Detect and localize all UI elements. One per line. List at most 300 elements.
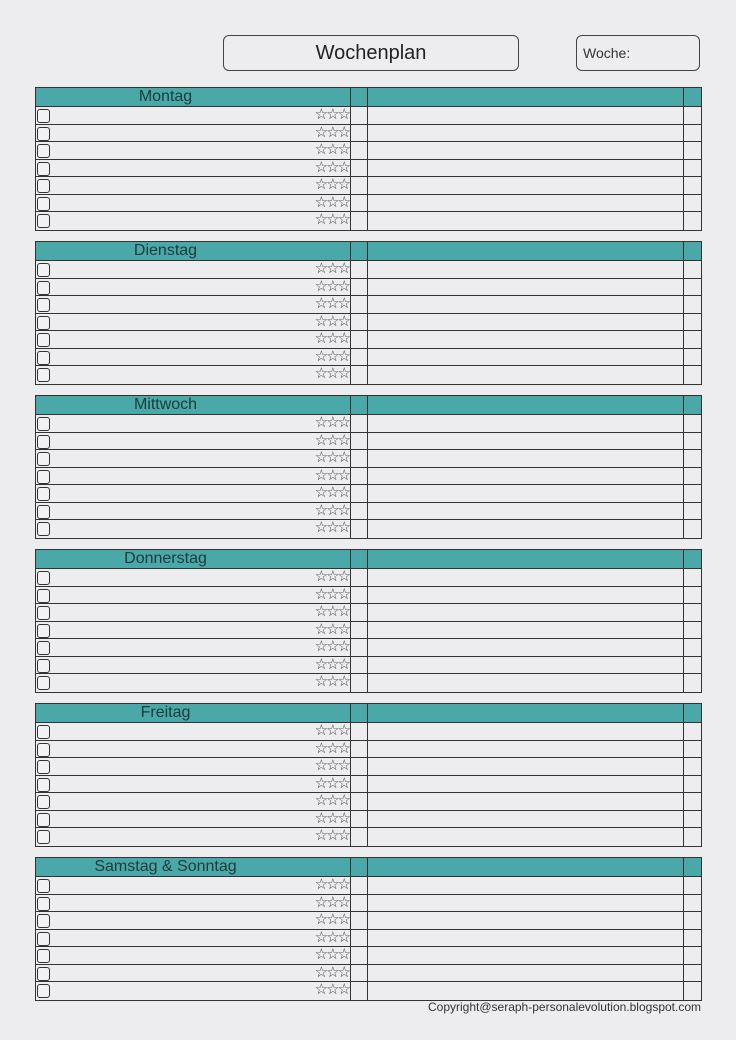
task-row [36, 569, 701, 587]
day-section [35, 395, 702, 539]
done-cell[interactable] [684, 758, 701, 775]
notes-cell[interactable] [368, 142, 684, 159]
task-row [36, 947, 701, 965]
star-rating-icon[interactable]: ☆☆☆ [314, 911, 349, 928]
header-cell [351, 88, 368, 106]
checkbox[interactable] [37, 932, 50, 946]
notes-cell[interactable] [368, 485, 684, 502]
priority-cell[interactable] [351, 142, 368, 159]
task-cell[interactable] [36, 776, 351, 793]
notes-cell[interactable] [368, 604, 684, 621]
day-section [35, 703, 702, 847]
task-row [36, 349, 701, 367]
notes-cell[interactable] [368, 433, 684, 450]
notes-cell[interactable] [368, 674, 684, 692]
notes-cell[interactable] [368, 622, 684, 639]
star-rating-icon[interactable]: ☆☆☆ [314, 365, 349, 382]
star-rating-icon[interactable]: ☆☆☆ [314, 484, 349, 501]
task-cell[interactable] [36, 261, 351, 278]
priority-cell[interactable] [351, 828, 368, 846]
task-cell[interactable] [36, 912, 351, 929]
priority-cell[interactable] [351, 639, 368, 656]
star-rating-icon[interactable]: ☆☆☆ [314, 158, 349, 176]
priority-cell[interactable] [351, 912, 368, 929]
checkbox[interactable] [37, 487, 50, 501]
checkbox[interactable] [37, 795, 50, 809]
task-cell[interactable] [36, 142, 351, 159]
priority-cell[interactable] [351, 741, 368, 758]
task-cell[interactable] [36, 741, 351, 758]
star-rating-icon[interactable]: ☆☆☆ [314, 260, 349, 277]
task-row [36, 468, 701, 486]
task-cell[interactable] [36, 177, 351, 194]
done-cell[interactable] [684, 503, 701, 520]
priority-cell[interactable] [351, 657, 368, 674]
star-rating-icon[interactable]: ☆☆☆ [314, 501, 349, 519]
task-cell[interactable] [36, 520, 351, 538]
copyright-text: Copyright@seraph-personalevolution.blogspot.com [428, 1000, 701, 1014]
done-cell[interactable] [684, 877, 701, 894]
task-row [36, 195, 701, 213]
day-section [35, 241, 702, 385]
star-rating-icon[interactable]: ☆☆☆ [314, 211, 349, 228]
notes-cell[interactable] [368, 723, 684, 740]
task-row [36, 520, 701, 538]
priority-cell[interactable] [351, 349, 368, 366]
star-rating-icon[interactable]: ☆☆☆ [314, 330, 349, 347]
priority-cell[interactable] [351, 212, 368, 230]
star-rating-icon[interactable]: ☆☆☆ [314, 963, 349, 981]
task-row [36, 912, 701, 930]
task-cell[interactable] [36, 107, 351, 124]
task-cell[interactable] [36, 450, 351, 467]
notes-cell[interactable] [368, 758, 684, 775]
day-section [35, 857, 702, 1001]
done-cell[interactable] [684, 296, 701, 313]
task-row [36, 296, 701, 314]
notes-cell[interactable] [368, 261, 684, 278]
star-rating-icon[interactable]: ☆☆☆ [314, 946, 349, 963]
done-cell[interactable] [684, 622, 701, 639]
checkbox[interactable] [37, 897, 50, 911]
done-cell[interactable] [684, 723, 701, 740]
header-cell [684, 396, 701, 414]
star-rating-icon[interactable]: ☆☆☆ [314, 414, 349, 431]
priority-cell[interactable] [351, 107, 368, 124]
task-row [36, 366, 701, 384]
task-cell[interactable] [36, 195, 351, 212]
day-section [35, 87, 702, 231]
priority-cell[interactable] [351, 366, 368, 384]
done-cell[interactable] [684, 741, 701, 758]
checkbox[interactable] [37, 263, 50, 277]
star-rating-icon[interactable]: ☆☆☆ [314, 123, 349, 141]
done-cell[interactable] [684, 177, 701, 194]
day-label: Mittwoch [36, 396, 351, 414]
done-cell[interactable] [684, 811, 701, 828]
day-header [36, 704, 701, 723]
star-rating-icon[interactable]: ☆☆☆ [314, 893, 349, 911]
checkbox[interactable] [37, 949, 50, 963]
checkbox[interactable] [37, 778, 50, 792]
checkbox[interactable] [37, 368, 50, 382]
task-row [36, 177, 701, 195]
star-rating-icon[interactable]: ☆☆☆ [314, 673, 349, 690]
task-cell[interactable] [36, 793, 351, 810]
day-label: Freitag [36, 704, 351, 722]
priority-cell[interactable] [351, 604, 368, 621]
task-cell[interactable] [36, 657, 351, 674]
priority-cell[interactable] [351, 279, 368, 296]
notes-cell[interactable] [368, 657, 684, 674]
task-cell[interactable] [36, 296, 351, 313]
checkbox[interactable] [37, 109, 50, 123]
priority-cell[interactable] [351, 895, 368, 912]
notes-cell[interactable] [368, 811, 684, 828]
done-cell[interactable] [684, 793, 701, 810]
done-cell[interactable] [684, 142, 701, 159]
done-cell[interactable] [684, 947, 701, 964]
notes-cell[interactable] [368, 965, 684, 982]
task-cell[interactable] [36, 125, 351, 142]
star-rating-icon[interactable]: ☆☆☆ [314, 277, 349, 295]
priority-cell[interactable] [351, 296, 368, 313]
notes-cell[interactable] [368, 877, 684, 894]
checkbox[interactable] [37, 351, 50, 365]
task-cell[interactable] [36, 758, 351, 775]
task-row [36, 212, 701, 230]
star-rating-icon[interactable]: ☆☆☆ [314, 774, 349, 792]
checkbox[interactable] [37, 879, 50, 893]
done-cell[interactable] [684, 776, 701, 793]
task-cell[interactable] [36, 415, 351, 432]
task-cell[interactable] [36, 947, 351, 964]
done-cell[interactable] [684, 485, 701, 502]
priority-cell[interactable] [351, 793, 368, 810]
notes-cell[interactable] [368, 741, 684, 758]
notes-cell[interactable] [368, 912, 684, 929]
day-section [35, 549, 702, 693]
priority-cell[interactable] [351, 947, 368, 964]
done-cell[interactable] [684, 433, 701, 450]
header-cell [351, 242, 368, 260]
checkbox[interactable] [37, 281, 50, 295]
task-row [36, 279, 701, 297]
task-cell[interactable] [36, 895, 351, 912]
done-cell[interactable] [684, 569, 701, 586]
notes-cell[interactable] [368, 569, 684, 586]
task-cell[interactable] [36, 877, 351, 894]
done-cell[interactable] [684, 982, 701, 1000]
header-cell [368, 550, 684, 568]
checkbox[interactable] [37, 179, 50, 193]
checkbox[interactable] [37, 298, 50, 312]
checkbox[interactable] [37, 214, 50, 228]
notes-cell[interactable] [368, 468, 684, 485]
checkbox[interactable] [37, 984, 50, 998]
star-rating-icon[interactable]: ☆☆☆ [314, 193, 349, 211]
star-rating-icon[interactable]: ☆☆☆ [314, 722, 349, 739]
notes-cell[interactable] [368, 828, 684, 846]
checkbox[interactable] [37, 522, 50, 536]
checkbox[interactable] [37, 589, 50, 603]
done-cell[interactable] [684, 468, 701, 485]
notes-cell[interactable] [368, 107, 684, 124]
star-rating-icon[interactable]: ☆☆☆ [314, 603, 349, 620]
notes-cell[interactable] [368, 776, 684, 793]
star-rating-icon[interactable]: ☆☆☆ [314, 981, 349, 998]
task-row [36, 503, 701, 521]
done-cell[interactable] [684, 520, 701, 538]
task-row [36, 741, 701, 759]
day-header [36, 550, 701, 569]
done-cell[interactable] [684, 587, 701, 604]
notes-cell[interactable] [368, 503, 684, 520]
checkbox[interactable] [37, 417, 50, 431]
star-rating-icon[interactable]: ☆☆☆ [314, 312, 349, 330]
done-cell[interactable] [684, 828, 701, 846]
priority-cell[interactable] [351, 622, 368, 639]
done-cell[interactable] [684, 261, 701, 278]
star-rating-icon[interactable]: ☆☆☆ [314, 809, 349, 827]
task-cell[interactable] [36, 349, 351, 366]
notes-cell[interactable] [368, 125, 684, 142]
task-row [36, 828, 701, 846]
star-rating-icon[interactable]: ☆☆☆ [314, 176, 349, 193]
checkbox[interactable] [37, 316, 50, 330]
notes-cell[interactable] [368, 947, 684, 964]
task-row [36, 314, 701, 332]
notes-cell[interactable] [368, 349, 684, 366]
day-header [36, 242, 701, 261]
checkbox[interactable] [37, 505, 50, 519]
notes-cell[interactable] [368, 195, 684, 212]
done-cell[interactable] [684, 657, 701, 674]
checkbox[interactable] [37, 743, 50, 757]
notes-cell[interactable] [368, 331, 684, 348]
priority-cell[interactable] [351, 125, 368, 142]
task-cell[interactable] [36, 212, 351, 230]
priority-cell[interactable] [351, 674, 368, 692]
notes-cell[interactable] [368, 160, 684, 177]
task-row [36, 261, 701, 279]
notes-cell[interactable] [368, 793, 684, 810]
star-rating-icon[interactable]: ☆☆☆ [314, 739, 349, 757]
notes-cell[interactable] [368, 520, 684, 538]
task-row [36, 639, 701, 657]
done-cell[interactable] [684, 279, 701, 296]
checkbox[interactable] [37, 624, 50, 638]
task-row [36, 587, 701, 605]
task-cell[interactable] [36, 331, 351, 348]
notes-cell[interactable] [368, 415, 684, 432]
task-row [36, 965, 701, 983]
done-cell[interactable] [684, 314, 701, 331]
checkbox[interactable] [37, 197, 50, 211]
notes-cell[interactable] [368, 296, 684, 313]
star-rating-icon[interactable]: ☆☆☆ [314, 638, 349, 655]
task-cell[interactable] [36, 503, 351, 520]
task-cell[interactable] [36, 723, 351, 740]
notes-cell[interactable] [368, 212, 684, 230]
star-rating-icon[interactable]: ☆☆☆ [314, 827, 349, 844]
checkbox[interactable] [37, 435, 50, 449]
priority-cell[interactable] [351, 195, 368, 212]
star-rating-icon[interactable]: ☆☆☆ [314, 466, 349, 484]
done-cell[interactable] [684, 195, 701, 212]
checkbox[interactable] [37, 830, 50, 844]
notes-cell[interactable] [368, 895, 684, 912]
checkbox[interactable] [37, 725, 50, 739]
task-cell[interactable] [36, 279, 351, 296]
star-rating-icon[interactable]: ☆☆☆ [314, 519, 349, 536]
task-row [36, 604, 701, 622]
task-cell[interactable] [36, 811, 351, 828]
star-rating-icon[interactable]: ☆☆☆ [314, 568, 349, 585]
priority-cell[interactable] [351, 758, 368, 775]
checkbox[interactable] [37, 452, 50, 466]
task-cell[interactable] [36, 314, 351, 331]
checkbox[interactable] [37, 333, 50, 347]
priority-cell[interactable] [351, 723, 368, 740]
star-rating-icon[interactable]: ☆☆☆ [314, 449, 349, 466]
star-rating-icon[interactable]: ☆☆☆ [314, 295, 349, 312]
task-cell[interactable] [36, 485, 351, 502]
task-row [36, 723, 701, 741]
done-cell[interactable] [684, 912, 701, 929]
star-rating-icon[interactable]: ☆☆☆ [314, 792, 349, 809]
star-rating-icon[interactable]: ☆☆☆ [314, 876, 349, 893]
priority-cell[interactable] [351, 415, 368, 432]
done-cell[interactable] [684, 160, 701, 177]
notes-cell[interactable] [368, 450, 684, 467]
task-cell[interactable] [36, 639, 351, 656]
priority-cell[interactable] [351, 468, 368, 485]
task-row [36, 125, 701, 143]
done-cell[interactable] [684, 450, 701, 467]
priority-cell[interactable] [351, 587, 368, 604]
task-cell[interactable] [36, 930, 351, 947]
done-cell[interactable] [684, 349, 701, 366]
task-cell[interactable] [36, 604, 351, 621]
done-cell[interactable] [684, 930, 701, 947]
checkbox[interactable] [37, 144, 50, 158]
star-rating-icon[interactable]: ☆☆☆ [314, 141, 349, 158]
notes-cell[interactable] [368, 314, 684, 331]
priority-cell[interactable] [351, 877, 368, 894]
priority-cell[interactable] [351, 965, 368, 982]
priority-cell[interactable] [351, 261, 368, 278]
task-cell[interactable] [36, 569, 351, 586]
checkbox[interactable] [37, 659, 50, 673]
task-cell[interactable] [36, 674, 351, 692]
priority-cell[interactable] [351, 503, 368, 520]
priority-cell[interactable] [351, 160, 368, 177]
notes-cell[interactable] [368, 366, 684, 384]
notes-cell[interactable] [368, 177, 684, 194]
star-rating-icon[interactable]: ☆☆☆ [314, 431, 349, 449]
checkbox[interactable] [37, 914, 50, 928]
notes-cell[interactable] [368, 930, 684, 947]
done-cell[interactable] [684, 107, 701, 124]
task-row [36, 450, 701, 468]
priority-cell[interactable] [351, 982, 368, 1000]
done-cell[interactable] [684, 331, 701, 348]
star-rating-icon[interactable]: ☆☆☆ [314, 655, 349, 673]
checkbox[interactable] [37, 127, 50, 141]
star-rating-icon[interactable]: ☆☆☆ [314, 106, 349, 123]
done-cell[interactable] [684, 639, 701, 656]
priority-cell[interactable] [351, 811, 368, 828]
priority-cell[interactable] [351, 485, 368, 502]
checkbox[interactable] [37, 641, 50, 655]
priority-cell[interactable] [351, 177, 368, 194]
priority-cell[interactable] [351, 314, 368, 331]
priority-cell[interactable] [351, 433, 368, 450]
star-rating-icon[interactable]: ☆☆☆ [314, 347, 349, 365]
priority-cell[interactable] [351, 569, 368, 586]
day-header [36, 396, 701, 415]
done-cell[interactable] [684, 895, 701, 912]
task-cell[interactable] [36, 965, 351, 982]
checkbox[interactable] [37, 162, 50, 176]
task-cell[interactable] [36, 160, 351, 177]
task-row [36, 758, 701, 776]
done-cell[interactable] [684, 212, 701, 230]
task-cell[interactable] [36, 587, 351, 604]
star-rating-icon[interactable]: ☆☆☆ [314, 928, 349, 946]
done-cell[interactable] [684, 965, 701, 982]
notes-cell[interactable] [368, 279, 684, 296]
task-cell[interactable] [36, 366, 351, 384]
task-row [36, 485, 701, 503]
checkbox[interactable] [37, 760, 50, 774]
checkbox[interactable] [37, 813, 50, 827]
task-cell[interactable] [36, 433, 351, 450]
header-cell [684, 858, 701, 876]
checkbox[interactable] [37, 470, 50, 484]
notes-cell[interactable] [368, 982, 684, 1000]
checkbox[interactable] [37, 676, 50, 690]
notes-cell[interactable] [368, 587, 684, 604]
checkbox[interactable] [37, 571, 50, 585]
checkbox[interactable] [37, 967, 50, 981]
task-cell[interactable] [36, 828, 351, 846]
checkbox[interactable] [37, 606, 50, 620]
header-cell [368, 396, 684, 414]
task-row [36, 433, 701, 451]
done-cell[interactable] [684, 366, 701, 384]
priority-cell[interactable] [351, 930, 368, 947]
priority-cell[interactable] [351, 331, 368, 348]
done-cell[interactable] [684, 674, 701, 692]
task-cell[interactable] [36, 468, 351, 485]
star-rating-icon[interactable]: ☆☆☆ [314, 757, 349, 774]
star-rating-icon[interactable]: ☆☆☆ [314, 620, 349, 638]
done-cell[interactable] [684, 125, 701, 142]
priority-cell[interactable] [351, 776, 368, 793]
priority-cell[interactable] [351, 450, 368, 467]
notes-cell[interactable] [368, 639, 684, 656]
task-cell[interactable] [36, 622, 351, 639]
week-field[interactable]: Woche: [576, 35, 700, 71]
done-cell[interactable] [684, 604, 701, 621]
task-cell[interactable] [36, 982, 351, 1000]
task-row [36, 877, 701, 895]
star-rating-icon[interactable]: ☆☆☆ [314, 585, 349, 603]
done-cell[interactable] [684, 415, 701, 432]
priority-cell[interactable] [351, 520, 368, 538]
